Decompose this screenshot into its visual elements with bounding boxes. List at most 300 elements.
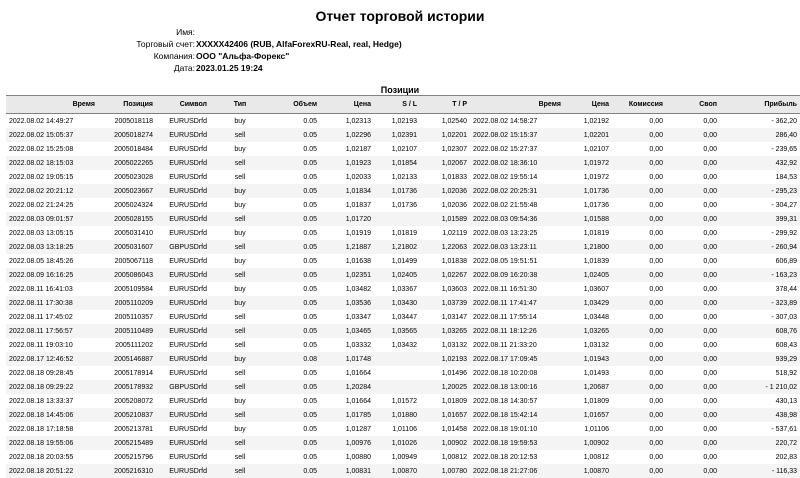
cell-price-close: 1,21800 — [564, 240, 612, 254]
info-label: Имя: — [176, 26, 195, 38]
cell-price-open: 1,01923 — [320, 156, 374, 170]
cell-swap: 0,00 — [666, 268, 720, 282]
table-row — [6, 324, 800, 338]
cell-stop-loss: 1,01736 — [374, 198, 420, 212]
info-value: XXXXX42406 (RUB, AlfaForexRU-Real, real, Hedge) — [196, 38, 402, 50]
cell-take-profit: 1,01809 — [420, 394, 470, 408]
cell-price-open: 1,03536 — [320, 296, 374, 310]
column-header-volume: Объем — [270, 96, 320, 114]
table-row — [6, 240, 800, 254]
cell-swap: 0,00 — [666, 366, 720, 380]
cell-take-profit: 1,02307 — [420, 142, 470, 156]
table-row — [6, 450, 800, 464]
cell-volume: 0.05 — [270, 296, 320, 310]
cell-commission: 0,00 — [612, 184, 666, 198]
table-row — [6, 394, 800, 408]
table-row — [6, 268, 800, 282]
info-value: 2023.01.25 19:24 — [196, 62, 263, 74]
cell-symbol: EURUSDrfd — [156, 436, 210, 450]
column-header-price-close: Цена — [564, 96, 612, 114]
cell-commission: 0,00 — [612, 156, 666, 170]
cell-price-close: 1,01943 — [564, 352, 612, 366]
cell-profit: 432,92 — [720, 156, 800, 170]
positions-table — [6, 96, 800, 478]
cell-time-close: 2022.08.02 19:55:14 — [470, 170, 564, 184]
cell-position: 2005031607 — [98, 240, 156, 254]
cell-symbol: EURUSDrfd — [156, 282, 210, 296]
column-header-commission: Комиссия — [612, 96, 666, 114]
cell-profit: 608,76 — [720, 324, 800, 338]
cell-volume: 0.05 — [270, 240, 320, 254]
cell-profit: 606,89 — [720, 254, 800, 268]
cell-type: sell — [210, 464, 270, 478]
cell-time-open: 2022.08.11 17:30:38 — [6, 296, 98, 310]
cell-price-open: 1,01720 — [320, 212, 374, 226]
cell-price-close: 1,01106 — [564, 422, 612, 436]
cell-position: 2005022265 — [98, 156, 156, 170]
cell-stop-loss: 1,01819 — [374, 226, 420, 240]
cell-take-profit: 1,02267 — [420, 268, 470, 282]
cell-profit: - 1 210,02 — [720, 380, 800, 394]
cell-type: sell — [210, 338, 270, 352]
positions-table-wrap — [6, 95, 800, 478]
info-value: ООО "Альфа-Форекс" — [196, 50, 289, 62]
cell-stop-loss: 1,00949 — [374, 450, 420, 464]
cell-time-open: 2022.08.02 20:21:12 — [6, 184, 98, 198]
cell-volume: 0.05 — [270, 324, 320, 338]
cell-take-profit: 1,02036 — [420, 184, 470, 198]
cell-price-close: 1,01736 — [564, 184, 612, 198]
cell-position: 2005216310 — [98, 464, 156, 478]
cell-stop-loss: 1,03432 — [374, 338, 420, 352]
table-row — [6, 226, 800, 240]
info-label: Торговый счет: — [136, 38, 195, 50]
cell-volume: 0.05 — [270, 338, 320, 352]
cell-type: buy — [210, 226, 270, 240]
cell-profit: 399,31 — [720, 212, 800, 226]
cell-volume: 0.05 — [270, 450, 320, 464]
cell-profit: 608,43 — [720, 338, 800, 352]
cell-symbol: EURUSDrfd — [156, 142, 210, 156]
cell-commission: 0,00 — [612, 338, 666, 352]
cell-swap: 0,00 — [666, 422, 720, 436]
cell-symbol: GBPUSDrfd — [156, 380, 210, 394]
cell-time-open: 2022.08.02 15:05:37 — [6, 128, 98, 142]
cell-time-open: 2022.08.18 14:45:06 — [6, 408, 98, 422]
cell-swap: 0,00 — [666, 114, 720, 129]
cell-swap: 0,00 — [666, 450, 720, 464]
cell-stop-loss: 1,02133 — [374, 170, 420, 184]
cell-commission: 0,00 — [612, 254, 666, 268]
cell-volume: 0.05 — [270, 226, 320, 240]
cell-profit: 184,53 — [720, 170, 800, 184]
cell-price-open: 1,02296 — [320, 128, 374, 142]
cell-position: 2005023667 — [98, 184, 156, 198]
cell-time-open: 2022.08.02 15:25:08 — [6, 142, 98, 156]
info-row-date — [0, 62, 800, 74]
cell-price-close: 1,01809 — [564, 394, 612, 408]
cell-stop-loss: 1,03430 — [374, 296, 420, 310]
cell-time-close: 2022.08.18 21:27:06 — [470, 464, 564, 478]
cell-stop-loss: 1,01880 — [374, 408, 420, 422]
cell-swap: 0,00 — [666, 240, 720, 254]
cell-time-open: 2022.08.03 09:01:57 — [6, 212, 98, 226]
cell-symbol: EURUSDrfd — [156, 352, 210, 366]
cell-time-open: 2022.08.11 17:45:02 — [6, 310, 98, 324]
column-header-stop-loss: S / L — [374, 96, 420, 114]
cell-swap: 0,00 — [666, 380, 720, 394]
cell-profit: 286,40 — [720, 128, 800, 142]
cell-stop-loss: 1,02391 — [374, 128, 420, 142]
cell-price-close: 1,03429 — [564, 296, 612, 310]
table-row — [6, 282, 800, 296]
cell-volume: 0.05 — [270, 310, 320, 324]
column-header-price-open: Цена — [320, 96, 374, 114]
cell-symbol: EURUSDrfd — [156, 422, 210, 436]
cell-time-close: 2022.08.03 13:23:11 — [470, 240, 564, 254]
cell-profit: - 295,23 — [720, 184, 800, 198]
cell-time-close: 2022.08.17 17:09:45 — [470, 352, 564, 366]
cell-position: 2005146887 — [98, 352, 156, 366]
cell-type: sell — [210, 128, 270, 142]
cell-price-open: 1,21887 — [320, 240, 374, 254]
cell-swap: 0,00 — [666, 352, 720, 366]
cell-swap: 0,00 — [666, 464, 720, 478]
cell-position: 2005215489 — [98, 436, 156, 450]
cell-time-open: 2022.08.02 14:49:27 — [6, 114, 98, 129]
cell-price-open: 1,03347 — [320, 310, 374, 324]
cell-price-open: 1,02187 — [320, 142, 374, 156]
cell-price-open: 1,01638 — [320, 254, 374, 268]
table-header-row — [6, 96, 800, 114]
cell-type: buy — [210, 352, 270, 366]
table-body — [6, 114, 800, 478]
cell-commission: 0,00 — [612, 464, 666, 478]
cell-position: 2005208072 — [98, 394, 156, 408]
cell-commission: 0,00 — [612, 352, 666, 366]
cell-swap: 0,00 — [666, 170, 720, 184]
cell-commission: 0,00 — [612, 198, 666, 212]
cell-take-profit: 1,01496 — [420, 366, 470, 380]
cell-swap: 0,00 — [666, 184, 720, 198]
cell-profit: 939,29 — [720, 352, 800, 366]
cell-take-profit: 1,00812 — [420, 450, 470, 464]
cell-commission: 0,00 — [612, 170, 666, 184]
cell-take-profit: 1,02119 — [420, 226, 470, 240]
cell-profit: - 323,89 — [720, 296, 800, 310]
cell-take-profit: 1,02201 — [420, 128, 470, 142]
cell-profit: 430,13 — [720, 394, 800, 408]
cell-commission: 0,00 — [612, 114, 666, 129]
cell-time-open: 2022.08.11 16:41:03 — [6, 282, 98, 296]
cell-swap: 0,00 — [666, 128, 720, 142]
cell-profit: 378,44 — [720, 282, 800, 296]
cell-time-close: 2022.08.09 16:20:38 — [470, 268, 564, 282]
cell-symbol: EURUSDrfd — [156, 394, 210, 408]
cell-price-open: 1,01837 — [320, 198, 374, 212]
cell-price-open: 1,01664 — [320, 366, 374, 380]
cell-profit: 438,98 — [720, 408, 800, 422]
cell-position: 2005110357 — [98, 310, 156, 324]
column-header-profit: Прибыль — [720, 96, 800, 114]
cell-position: 2005023028 — [98, 170, 156, 184]
cell-type: sell — [210, 268, 270, 282]
cell-stop-loss — [374, 352, 420, 366]
cell-position: 2005215796 — [98, 450, 156, 464]
cell-position: 2005024324 — [98, 198, 156, 212]
cell-volume: 0.05 — [270, 142, 320, 156]
cell-symbol: EURUSDrfd — [156, 366, 210, 380]
table-row — [6, 128, 800, 142]
cell-time-close: 2022.08.18 20:12:53 — [470, 450, 564, 464]
cell-time-open: 2022.08.09 16:16:25 — [6, 268, 98, 282]
cell-type: sell — [210, 380, 270, 394]
column-header-type: Тип — [210, 96, 270, 114]
column-header-time-close: Время — [470, 96, 564, 114]
table-row — [6, 464, 800, 478]
cell-commission: 0,00 — [612, 142, 666, 156]
cell-profit: - 239,65 — [720, 142, 800, 156]
cell-time-open: 2022.08.03 13:18:25 — [6, 240, 98, 254]
cell-take-profit: 1,01657 — [420, 408, 470, 422]
section-title-positions: Позиции — [0, 85, 800, 95]
cell-time-open: 2022.08.17 12:46:52 — [6, 352, 98, 366]
cell-time-open: 2022.08.02 18:15:03 — [6, 156, 98, 170]
cell-type: sell — [210, 408, 270, 422]
cell-take-profit: 1,22063 — [420, 240, 470, 254]
cell-price-open: 1,01748 — [320, 352, 374, 366]
cell-price-close: 1,03607 — [564, 282, 612, 296]
cell-stop-loss: 1,01572 — [374, 394, 420, 408]
cell-stop-loss: 1,01106 — [374, 422, 420, 436]
cell-volume: 0.05 — [270, 436, 320, 450]
cell-swap: 0,00 — [666, 296, 720, 310]
cell-position: 2005111202 — [98, 338, 156, 352]
table-row — [6, 296, 800, 310]
cell-time-open: 2022.08.05 18:45:26 — [6, 254, 98, 268]
cell-take-profit: 1,03132 — [420, 338, 470, 352]
cell-commission: 0,00 — [612, 128, 666, 142]
cell-time-close: 2022.08.02 14:58:27 — [470, 114, 564, 129]
cell-type: sell — [210, 170, 270, 184]
column-header-take-profit: T / P — [420, 96, 470, 114]
cell-take-profit: 1,02193 — [420, 352, 470, 366]
cell-time-close: 2022.08.02 15:27:37 — [470, 142, 564, 156]
cell-volume: 0.05 — [270, 366, 320, 380]
cell-type: buy — [210, 114, 270, 129]
cell-take-profit: 1,00780 — [420, 464, 470, 478]
table-row — [6, 170, 800, 184]
cell-profit: - 260,94 — [720, 240, 800, 254]
cell-price-close: 1,02107 — [564, 142, 612, 156]
table-row — [6, 142, 800, 156]
cell-time-close: 2022.08.05 19:51:51 — [470, 254, 564, 268]
cell-price-close: 1,03265 — [564, 324, 612, 338]
cell-volume: 0.05 — [270, 380, 320, 394]
cell-price-close: 1,01657 — [564, 408, 612, 422]
cell-volume: 0.05 — [270, 408, 320, 422]
cell-take-profit: 1,03265 — [420, 324, 470, 338]
cell-time-close: 2022.08.18 19:59:53 — [470, 436, 564, 450]
cell-time-open: 2022.08.03 13:05:15 — [6, 226, 98, 240]
cell-symbol: EURUSDrfd — [156, 212, 210, 226]
cell-swap: 0,00 — [666, 310, 720, 324]
cell-price-open: 1,01664 — [320, 394, 374, 408]
cell-price-open: 1,01834 — [320, 184, 374, 198]
cell-volume: 0.05 — [270, 198, 320, 212]
cell-symbol: EURUSDrfd — [156, 254, 210, 268]
table-row — [6, 198, 800, 212]
cell-price-open: 1,03482 — [320, 282, 374, 296]
cell-commission: 0,00 — [612, 268, 666, 282]
cell-price-close: 1,01839 — [564, 254, 612, 268]
cell-volume: 0.05 — [270, 212, 320, 226]
cell-time-close: 2022.08.11 18:12:26 — [470, 324, 564, 338]
cell-time-close: 2022.08.18 13:00:16 — [470, 380, 564, 394]
column-header-swap: Своп — [666, 96, 720, 114]
cell-type: sell — [210, 436, 270, 450]
info-label: Компания: — [154, 50, 195, 62]
cell-swap: 0,00 — [666, 324, 720, 338]
cell-stop-loss: 1,02193 — [374, 114, 420, 129]
table-row — [6, 184, 800, 198]
cell-time-open: 2022.08.18 17:18:58 — [6, 422, 98, 436]
cell-symbol: EURUSDrfd — [156, 170, 210, 184]
cell-take-profit: 1,02036 — [420, 198, 470, 212]
cell-type: sell — [210, 156, 270, 170]
table-row — [6, 422, 800, 436]
cell-symbol: EURUSDrfd — [156, 324, 210, 338]
cell-volume: 0.08 — [270, 352, 320, 366]
cell-time-open: 2022.08.18 20:03:55 — [6, 450, 98, 464]
cell-time-close: 2022.08.11 17:55:14 — [470, 310, 564, 324]
cell-type: buy — [210, 422, 270, 436]
cell-commission: 0,00 — [612, 240, 666, 254]
cell-take-profit: 1,20025 — [420, 380, 470, 394]
cell-commission: 0,00 — [612, 366, 666, 380]
table-row — [6, 254, 800, 268]
cell-price-open: 1,02313 — [320, 114, 374, 129]
cell-swap: 0,00 — [666, 436, 720, 450]
cell-symbol: EURUSDrfd — [156, 128, 210, 142]
cell-symbol: GBPUSDrfd — [156, 240, 210, 254]
cell-volume: 0.05 — [270, 128, 320, 142]
column-header-position: Позиция — [98, 96, 156, 114]
cell-stop-loss: 1,01026 — [374, 436, 420, 450]
cell-type: buy — [210, 254, 270, 268]
cell-symbol: EURUSDrfd — [156, 114, 210, 129]
cell-commission: 0,00 — [612, 394, 666, 408]
cell-type: sell — [210, 450, 270, 464]
cell-position: 2005067118 — [98, 254, 156, 268]
cell-type: buy — [210, 184, 270, 198]
cell-price-close: 1,03132 — [564, 338, 612, 352]
cell-take-profit: 1,00902 — [420, 436, 470, 450]
cell-type: sell — [210, 366, 270, 380]
cell-position: 2005213781 — [98, 422, 156, 436]
cell-symbol: EURUSDrfd — [156, 184, 210, 198]
cell-time-open: 2022.08.11 19:03:10 — [6, 338, 98, 352]
cell-time-open: 2022.08.11 17:56:57 — [6, 324, 98, 338]
cell-type: buy — [210, 394, 270, 408]
cell-commission: 0,00 — [612, 212, 666, 226]
cell-price-open: 1,01919 — [320, 226, 374, 240]
cell-type: buy — [210, 142, 270, 156]
cell-time-close: 2022.08.18 15:42:14 — [470, 408, 564, 422]
cell-volume: 0.05 — [270, 114, 320, 129]
cell-price-close: 1,03448 — [564, 310, 612, 324]
cell-symbol: EURUSDrfd — [156, 408, 210, 422]
cell-time-close: 2022.08.03 13:23:25 — [470, 226, 564, 240]
cell-price-close: 1,02192 — [564, 114, 612, 129]
cell-price-close: 1,01493 — [564, 366, 612, 380]
cell-swap: 0,00 — [666, 212, 720, 226]
cell-time-close: 2022.08.18 19:01:10 — [470, 422, 564, 436]
cell-stop-loss — [374, 212, 420, 226]
cell-time-close: 2022.08.18 10:20:08 — [470, 366, 564, 380]
cell-time-open: 2022.08.18 09:29:22 — [6, 380, 98, 394]
column-header-symbol: Символ — [156, 96, 210, 114]
cell-time-close: 2022.08.02 21:55:48 — [470, 198, 564, 212]
cell-price-close: 1,01588 — [564, 212, 612, 226]
cell-symbol: EURUSDrfd — [156, 198, 210, 212]
cell-position: 2005110209 — [98, 296, 156, 310]
cell-commission: 0,00 — [612, 226, 666, 240]
cell-time-close: 2022.08.02 18:36:10 — [470, 156, 564, 170]
cell-position: 2005178914 — [98, 366, 156, 380]
cell-volume: 0.05 — [270, 394, 320, 408]
cell-price-close: 1,01819 — [564, 226, 612, 240]
cell-price-close: 1,00902 — [564, 436, 612, 450]
table-row — [6, 212, 800, 226]
cell-price-open: 1,00976 — [320, 436, 374, 450]
cell-commission: 0,00 — [612, 310, 666, 324]
cell-stop-loss: 1,21802 — [374, 240, 420, 254]
cell-stop-loss: 1,00870 — [374, 464, 420, 478]
cell-time-open: 2022.08.18 09:28:45 — [6, 366, 98, 380]
cell-take-profit: 1,01833 — [420, 170, 470, 184]
cell-take-profit: 1,03147 — [420, 310, 470, 324]
cell-position: 2005086043 — [98, 268, 156, 282]
cell-type: sell — [210, 212, 270, 226]
table-row — [6, 366, 800, 380]
cell-price-open: 1,03332 — [320, 338, 374, 352]
info-label: Дата: — [174, 62, 195, 74]
cell-profit: 220,72 — [720, 436, 800, 450]
cell-price-open: 1,01785 — [320, 408, 374, 422]
report-title: Отчет торговой истории — [0, 8, 800, 24]
column-header-time-open: Время — [6, 96, 98, 114]
cell-price-close: 1,01972 — [564, 156, 612, 170]
cell-price-open: 1,02033 — [320, 170, 374, 184]
cell-stop-loss: 1,03447 — [374, 310, 420, 324]
cell-profit: - 116,33 — [720, 464, 800, 478]
cell-profit: - 537,61 — [720, 422, 800, 436]
cell-price-open: 1,00831 — [320, 464, 374, 478]
cell-time-close: 2022.08.02 20:25:31 — [470, 184, 564, 198]
table-row — [6, 380, 800, 394]
table-row — [6, 156, 800, 170]
cell-type: buy — [210, 296, 270, 310]
cell-time-close: 2022.08.11 16:51:30 — [470, 282, 564, 296]
cell-symbol: EURUSDrfd — [156, 450, 210, 464]
cell-position: 2005210837 — [98, 408, 156, 422]
cell-stop-loss: 1,01499 — [374, 254, 420, 268]
cell-volume: 0.05 — [270, 184, 320, 198]
cell-stop-loss: 1,03565 — [374, 324, 420, 338]
cell-price-open: 1,02351 — [320, 268, 374, 282]
cell-symbol: EURUSDrfd — [156, 310, 210, 324]
